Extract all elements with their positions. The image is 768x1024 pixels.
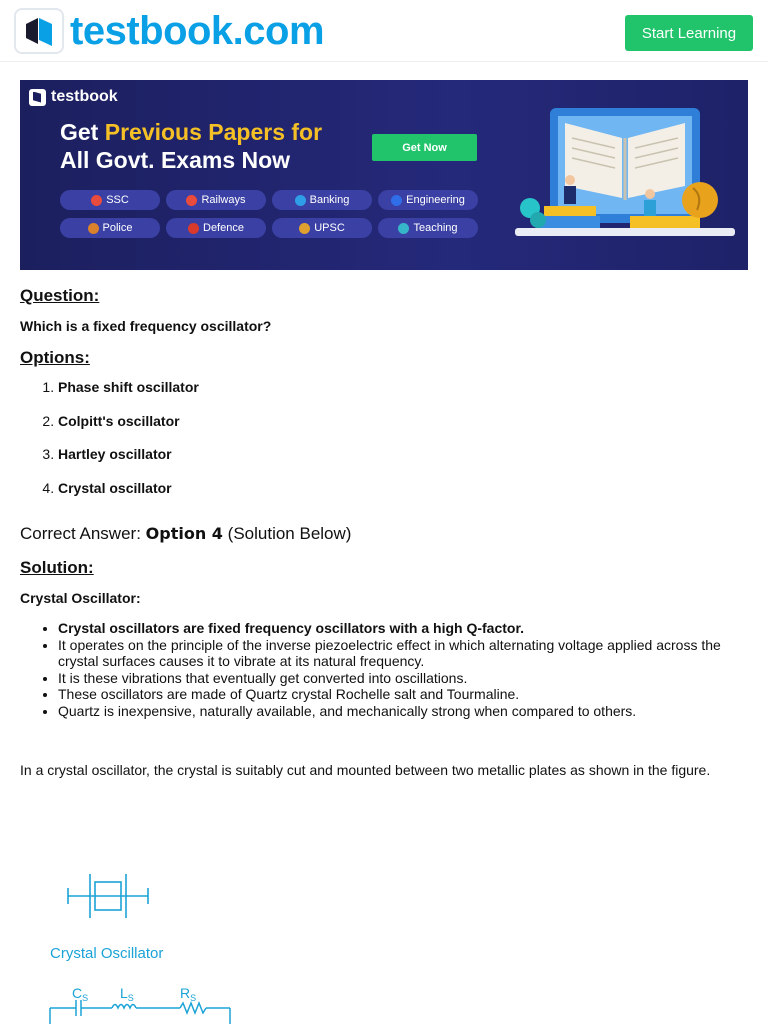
banner-brand [29, 88, 118, 106]
options-list [20, 378, 740, 512]
label-cs-sub: S [82, 993, 89, 1003]
get-now-button[interactable]: Get Now [372, 134, 477, 161]
figure-caption: Crystal Oscillator [50, 945, 164, 962]
banner-headline-part1: Get [60, 119, 105, 145]
label-ls-sub: S [127, 993, 134, 1003]
svg-text:CS [72, 985, 88, 1003]
option-item: 2. Colpitt's oscillator [58, 412, 740, 446]
defence-icon [188, 223, 199, 234]
police-icon [88, 223, 99, 234]
chip-defence[interactable] [166, 218, 266, 238]
solution-bullet: • Crystal oscillators are fixed frequency oscillators with a high Q-factor. [58, 620, 740, 637]
site-header [0, 0, 768, 62]
exam-chips [60, 190, 480, 238]
solution-subheading: Crystal Oscillator: [20, 590, 141, 606]
chip-police[interactable] [60, 218, 160, 238]
option-item: 4. Crystal oscillator [58, 479, 740, 513]
banner-headline-part2: All Govt. Exams Now [60, 147, 291, 173]
railways-icon [186, 195, 197, 206]
chip-label: Engineering [406, 194, 465, 206]
options-heading: Options: [20, 348, 90, 367]
solution-paragraph: In a crystal oscillator, the crystal is suitably cut and mounted between two metallic plates as shown in the figure. [20, 762, 711, 778]
banner-brand-text: testbook [51, 88, 118, 105]
question-heading: Question: [20, 286, 100, 305]
ssc-icon [91, 195, 102, 206]
testbook-logo-icon [14, 8, 64, 54]
chip-label: Police [102, 222, 133, 234]
banner-logo-icon [29, 89, 46, 106]
chip-label: UPSC [314, 222, 345, 234]
chip-label: Banking [309, 194, 350, 206]
question-text: Which is a fixed frequency oscillator? [20, 318, 272, 334]
correct-answer-suffix: (Solution Below) [222, 524, 352, 543]
correct-answer [20, 524, 740, 544]
banking-icon [295, 195, 306, 206]
upsc-icon [299, 223, 310, 234]
label-cs: C [72, 985, 83, 1001]
chip-upsc[interactable] [272, 218, 372, 238]
option-item: 1. Phase shift oscillator [58, 378, 740, 412]
label-rs-sub: S [190, 993, 197, 1003]
solution-heading: Solution: [20, 558, 94, 577]
chip-label: Railways [201, 194, 246, 206]
solution-bullet: • These oscillators are made of Quartz crystal Rochelle salt and Tourmaline. [58, 686, 740, 703]
chip-ssc[interactable] [60, 190, 160, 210]
start-learning-button[interactable]: Start Learning [625, 15, 753, 51]
engineering-icon [391, 195, 402, 206]
option-item: 3. Hartley oscillator [58, 445, 740, 479]
label-rs: R [180, 985, 191, 1001]
chip-banking[interactable] [272, 190, 372, 210]
chip-teaching[interactable] [378, 218, 478, 238]
solution-bullet: • It operates on the principle of the inverse piezoelectric effect in which alternating voltage applied across the crystal surfaces causes it to vibrate at its natural frequency. [58, 637, 740, 670]
svg-text:LS [120, 985, 134, 1003]
correct-answer-option: Option 4 [145, 524, 223, 543]
crystal-oscillator-figure [40, 860, 260, 1024]
teaching-icon [398, 223, 409, 234]
logo-text: testbook.com [70, 9, 325, 53]
solution-bullet: • Quartz is inexpensive, naturally available, and mechanically strong when compared to others. [58, 703, 740, 720]
chip-label: Defence [203, 222, 244, 234]
banner-headline [60, 118, 322, 174]
correct-answer-prefix: Correct Answer: [20, 524, 146, 543]
chip-label: Teaching [413, 222, 458, 234]
banner-headline-highlight: Previous Papers for [104, 119, 323, 145]
chip-label: SSC [106, 194, 129, 206]
chip-engineering[interactable] [378, 190, 478, 210]
solution-bullet: • It is these vibrations that eventually get converted into oscillations. [58, 670, 740, 687]
chip-railways[interactable] [166, 190, 266, 210]
question-content [20, 286, 740, 779]
svg-text:RS [180, 985, 196, 1003]
label-ls: L [120, 985, 128, 1001]
site-logo[interactable] [14, 8, 324, 54]
books-laptop-illustration [510, 88, 740, 266]
promo-banner[interactable] [20, 80, 748, 270]
solution-bullets [20, 620, 740, 719]
